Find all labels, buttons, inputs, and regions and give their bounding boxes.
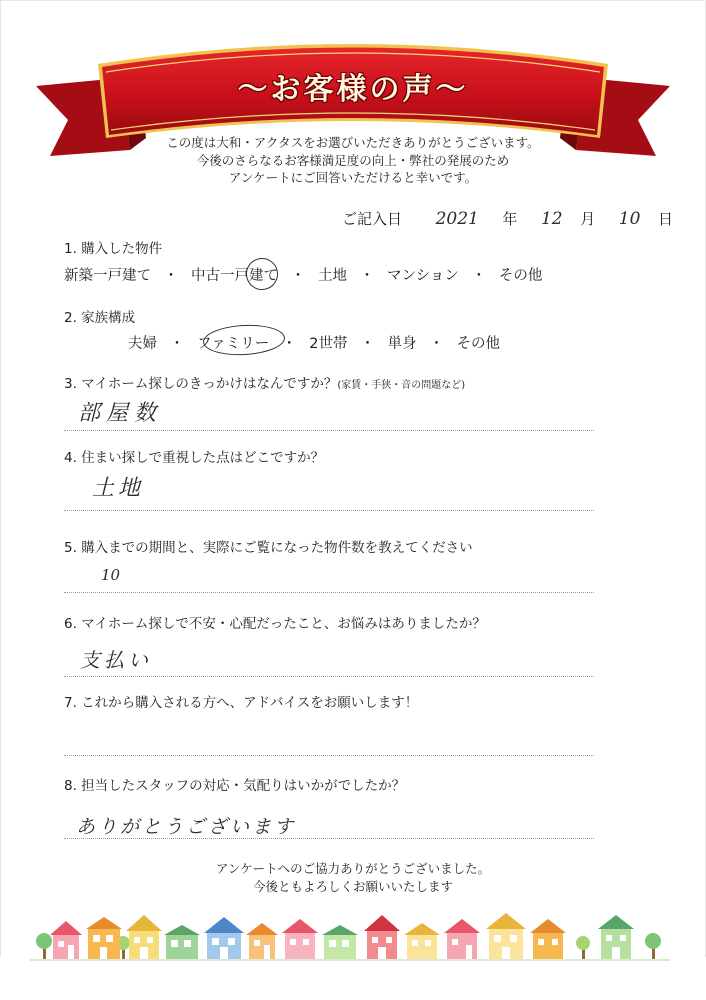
- answer-line: [64, 676, 594, 677]
- answer-5: 10: [101, 566, 121, 584]
- answer-line: [64, 510, 594, 511]
- answer-4: 土地: [92, 476, 145, 501]
- q2-option: 夫婦: [128, 336, 157, 352]
- question-4: 4. 住まい探しで重視した点はどこですか？: [64, 450, 325, 466]
- q2-option-selected: ファミリー: [197, 336, 270, 352]
- question-6: 6. マイホーム探しで不安・心配だったこと、お悩みはありましたか？: [64, 616, 486, 632]
- q1-option: 新築一戸建て: [64, 268, 151, 284]
- house-icon: [486, 913, 526, 959]
- closing-text: [0, 860, 706, 896]
- house-icon: [126, 915, 162, 959]
- q2-option: その他: [456, 336, 500, 352]
- q1-option: その他: [498, 268, 543, 284]
- house-icon: [530, 919, 566, 959]
- tree-icon: [576, 936, 590, 959]
- q2-options: 夫婦 ・ ファミリー ・ 2世帯 ・ 単身 ・ その他: [128, 336, 500, 352]
- question-3: 3. マイホーム探しのきっかけはなんですか？(家賃・手狭・音の問題など): [64, 376, 466, 392]
- question-5: 5. 購入までの期間と、実際にご覧になった物件数を教えてください: [64, 540, 473, 556]
- entry-date: [342, 208, 673, 229]
- house-icon: [404, 923, 440, 959]
- date-month-unit: 月: [580, 210, 596, 228]
- answer-line: [64, 755, 594, 756]
- house-icon: [598, 915, 634, 959]
- question-8: 8. 担当したスタッフの対応・気配りはいかがでしたか？: [64, 778, 406, 794]
- answer-line: [64, 838, 594, 839]
- intro-line: アンケートにご回答いただけると幸いです。: [228, 170, 478, 185]
- date-year: 2021: [435, 209, 479, 229]
- house-icon: [50, 921, 82, 959]
- house-icon: [86, 917, 122, 959]
- closing-line: アンケートへのご協力ありがとうございました。: [215, 861, 491, 876]
- question-3-note: (家賃・手狭・音の問題など): [337, 380, 466, 391]
- q1-option: 土地: [318, 268, 347, 284]
- banner-title: ～お客様の声～: [237, 72, 469, 107]
- question-7: 7. これから購入される方へ、アドバイスをお願いします！: [64, 695, 419, 711]
- date-label: ご記入日: [342, 210, 403, 228]
- answer-line: [64, 430, 594, 431]
- tree-icon: [645, 933, 661, 959]
- answer-6: 支払い: [80, 648, 152, 672]
- question-2: 2. 家族構成: [64, 310, 136, 326]
- closing-line: 今後ともよろしくお願いいたします: [252, 879, 453, 894]
- q2-option: 単身: [387, 336, 417, 352]
- house-icon: [164, 925, 200, 959]
- q1-options: 新築一戸建て ・ 中古一戸建て ・ 土地 ・ マンション ・ その他: [64, 268, 543, 284]
- house-icon: [204, 917, 244, 959]
- answer-line: [64, 592, 594, 593]
- houses-illustration: [0, 905, 706, 1000]
- house-icon: [444, 919, 480, 959]
- q2-option: 2世帯: [309, 336, 348, 352]
- question-1: 1. 購入した物件: [64, 241, 163, 257]
- q1-option-selected: 中古一戸建て: [191, 268, 278, 284]
- tree-icon: [36, 933, 52, 959]
- answer-3: 部屋数: [78, 401, 163, 426]
- date-month: 12: [540, 209, 563, 229]
- house-icon: [246, 923, 278, 959]
- house-icon: [322, 925, 358, 959]
- house-icon: [364, 915, 400, 959]
- intro-text: [0, 134, 706, 187]
- date-day: 10: [618, 209, 641, 229]
- q1-option: マンション: [387, 268, 459, 284]
- date-year-unit: 年: [502, 210, 518, 228]
- answer-8: ありがとうございます: [76, 816, 297, 838]
- intro-line: 今後のさらなるお客様満足度の向上・弊社の発展のため: [196, 152, 510, 168]
- q1-selection-circle: [243, 255, 281, 293]
- house-icon: [282, 919, 318, 959]
- intro-line: この度は大和・アクタスをお選びいただきありがとうございます。: [166, 135, 540, 150]
- date-day-unit: 日: [657, 210, 673, 228]
